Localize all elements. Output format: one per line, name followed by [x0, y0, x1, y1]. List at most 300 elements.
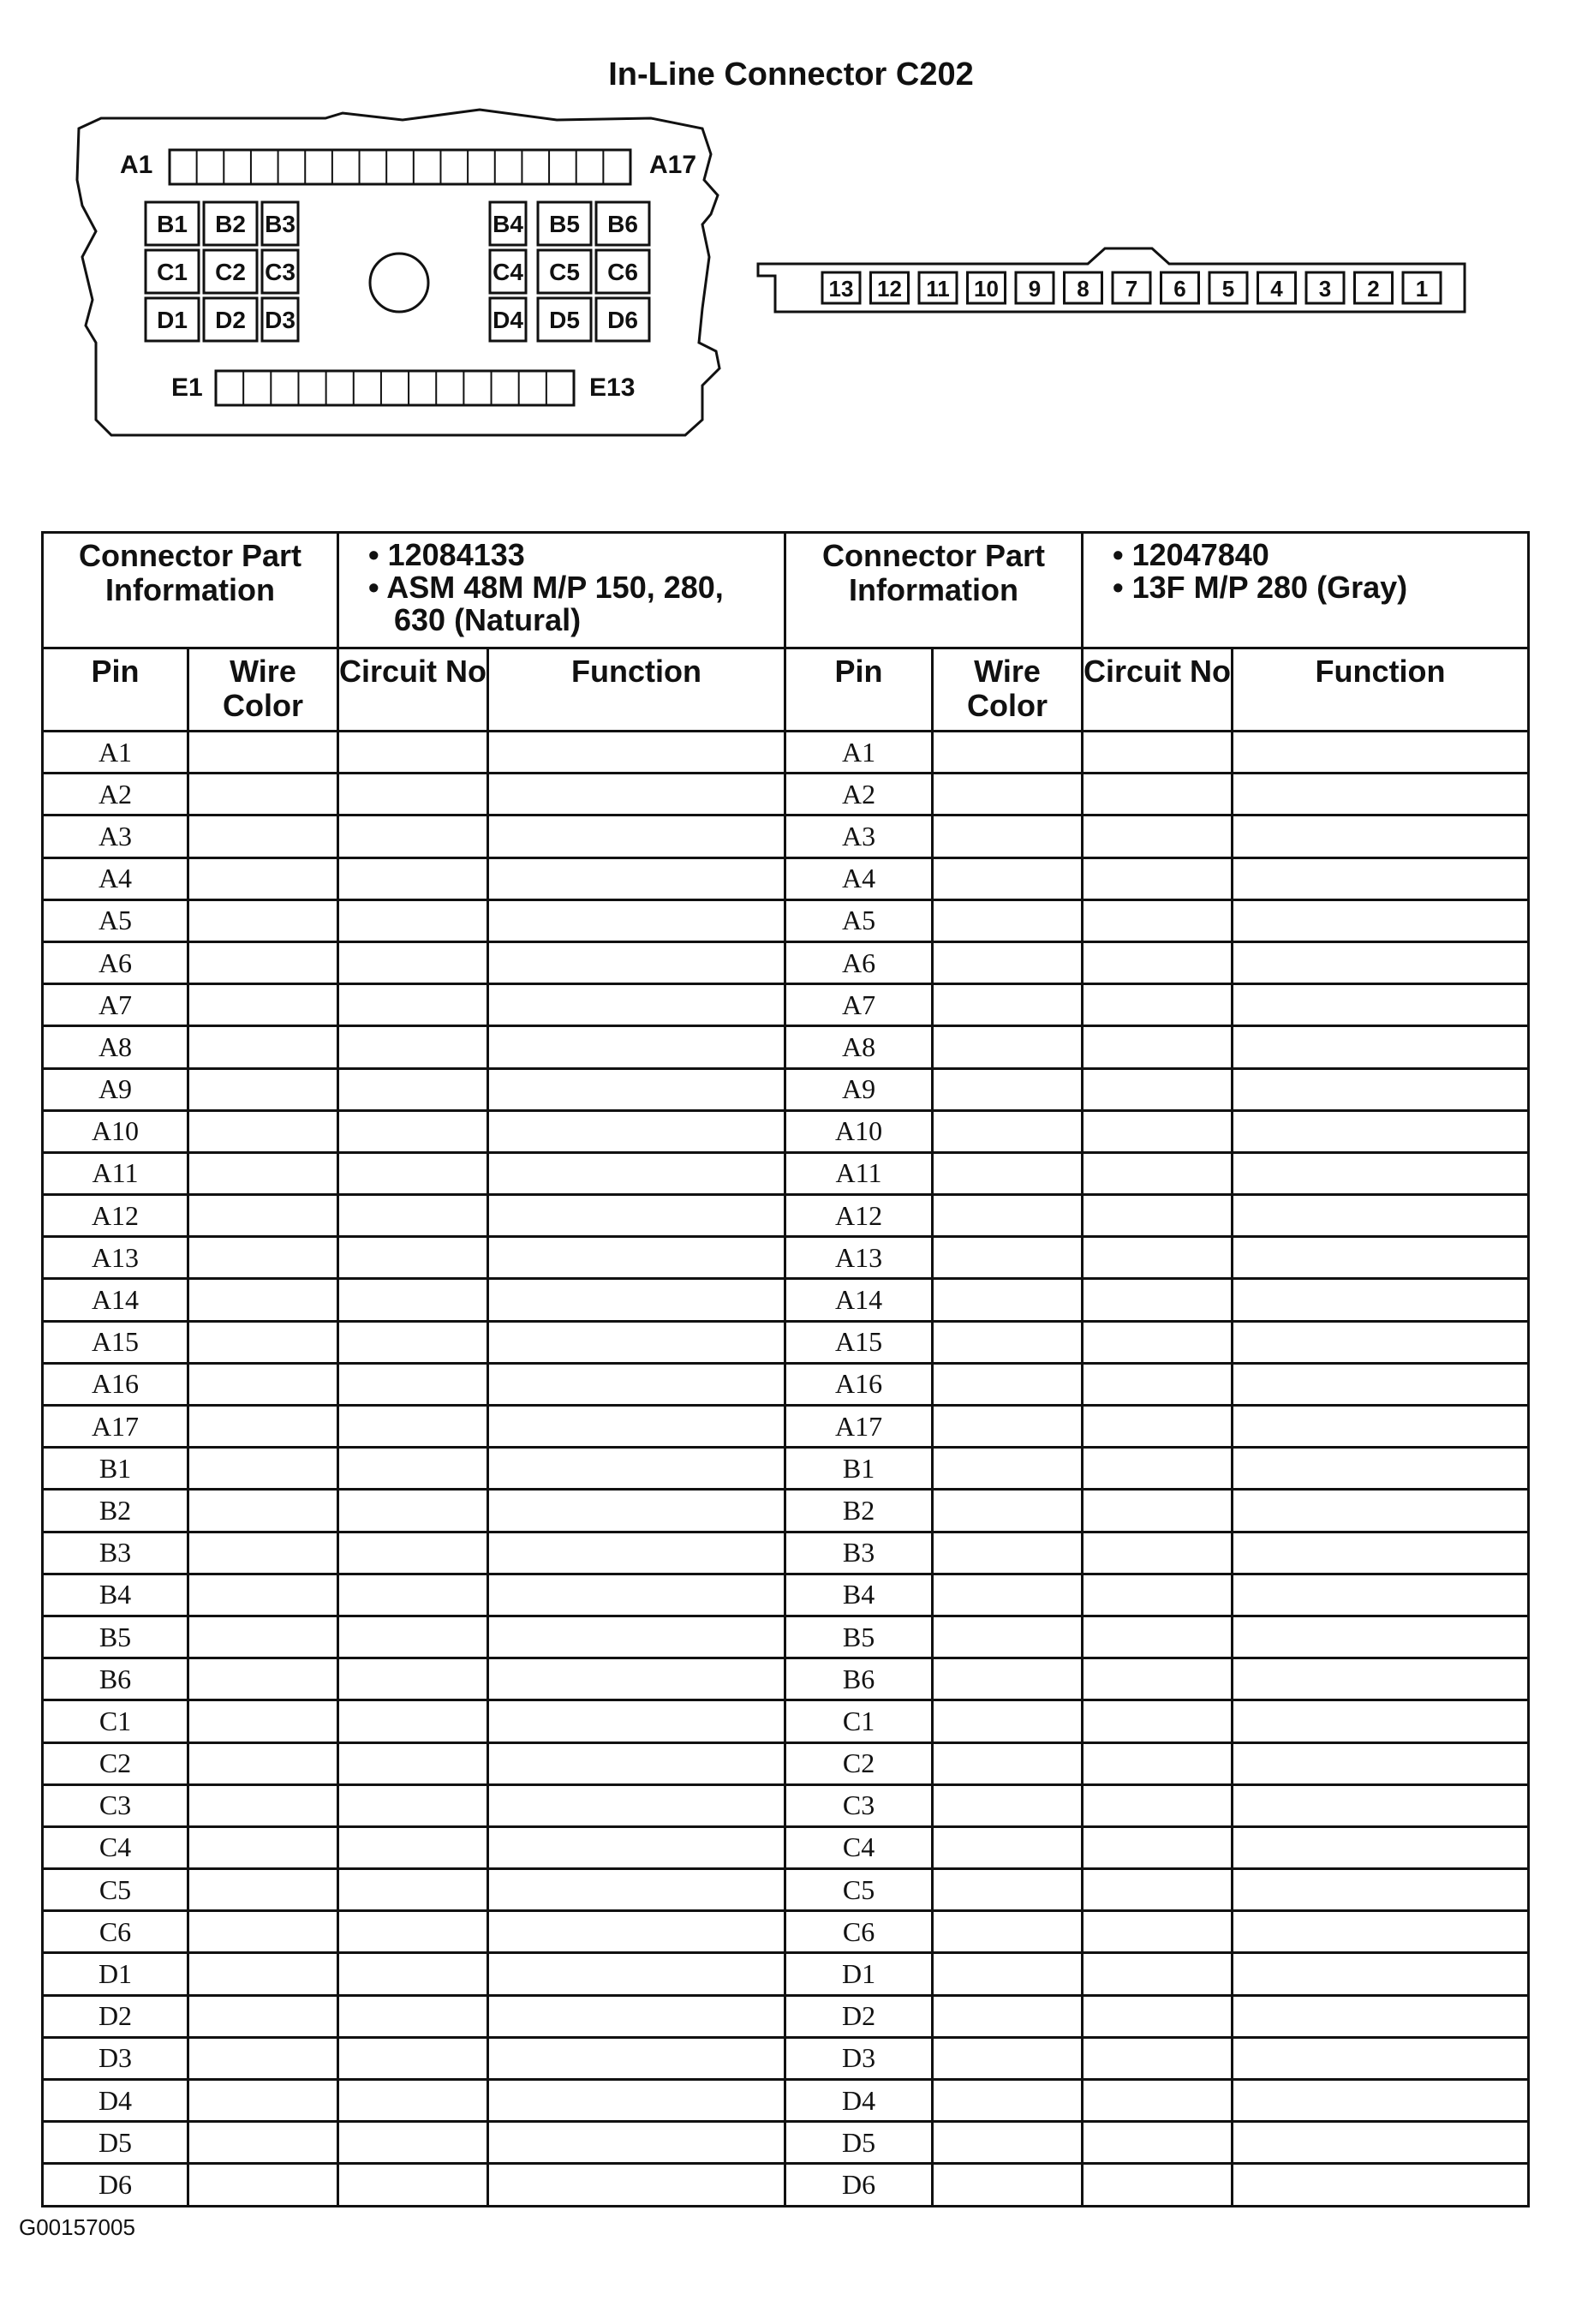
- pin-cell: A15: [43, 1321, 188, 1363]
- wire-color-cell: [933, 1574, 1083, 1616]
- function-cell: [488, 1742, 785, 1784]
- function-cell: [488, 1237, 785, 1279]
- wire-color-cell: [933, 1995, 1083, 2037]
- pin-cell: A2: [43, 774, 188, 815]
- circuit-no-cell: [1083, 2080, 1233, 2122]
- function-cell: [488, 1448, 785, 1490]
- cavity-label: B1: [157, 211, 188, 237]
- pin-cell: A9: [43, 1068, 188, 1110]
- function-cell: [488, 1532, 785, 1574]
- wire-color-cell: [933, 2122, 1083, 2164]
- function-cell: [488, 815, 785, 857]
- circuit-no-cell: [338, 1574, 488, 1616]
- wire-color-cell: [933, 1869, 1083, 1911]
- wire-color-cell: [933, 1237, 1083, 1279]
- circuit-no-cell: [1083, 774, 1233, 815]
- wire-color-cell: [188, 1784, 338, 1826]
- table-row: [43, 1110, 1529, 1152]
- function-cell: [1233, 1363, 1529, 1405]
- pin-cell: A10: [785, 1110, 933, 1152]
- circuit-no-cell: [338, 1953, 488, 1995]
- circuit-no-cell: [338, 1995, 488, 2037]
- wire-color-cell: [933, 815, 1083, 857]
- wire-color-cell: [188, 1995, 338, 2037]
- wire-color-cell: [933, 1279, 1083, 1321]
- wire-color-cell: [933, 1953, 1083, 1995]
- table-row: [43, 1616, 1529, 1658]
- cavity-number: 11: [926, 276, 950, 302]
- wire-color-cell: [188, 1490, 338, 1532]
- wire-color-cell: [188, 1321, 338, 1363]
- pin-cell: C4: [785, 1826, 933, 1868]
- pin-cell: A4: [43, 857, 188, 899]
- cavity-label: D2: [215, 307, 246, 333]
- cavity-label: D6: [607, 307, 638, 333]
- function-cell: [488, 1826, 785, 1868]
- wire-color-cell: [188, 1279, 338, 1321]
- circuit-no-cell: [1083, 1784, 1233, 1826]
- pin-cell: A7: [43, 984, 188, 1026]
- row-e-start-label: E1: [171, 373, 203, 402]
- pin-cell: D3: [43, 2037, 188, 2079]
- pin-cell: A13: [785, 1237, 933, 1279]
- circuit-no-cell: [1083, 2122, 1233, 2164]
- pin-cell: A12: [43, 1195, 188, 1237]
- table-row: [43, 1406, 1529, 1448]
- cavity-number: 7: [1125, 276, 1138, 302]
- column-header-row: [43, 648, 1529, 732]
- function-cell: [1233, 1321, 1529, 1363]
- circuit-no-cell: [1083, 1700, 1233, 1742]
- wire-color-cell: [933, 1700, 1083, 1742]
- table-row: [43, 1995, 1529, 2037]
- function-cell: [488, 1321, 785, 1363]
- function-cell: [1233, 2122, 1529, 2164]
- wire-color-cell: [188, 857, 338, 899]
- wire-color-cell: [188, 1448, 338, 1490]
- function-cell: [1233, 2037, 1529, 2079]
- right-connector-cavities: [822, 272, 1441, 303]
- function-cell: [488, 1110, 785, 1152]
- table-row: [43, 732, 1529, 774]
- circuit-no-cell: [1083, 1953, 1233, 1995]
- function-cell: [488, 1195, 785, 1237]
- circuit-no-cell: [338, 2122, 488, 2164]
- pin-cell: B1: [785, 1448, 933, 1490]
- pin-cell: C5: [785, 1869, 933, 1911]
- function-cell: [1233, 1152, 1529, 1194]
- function-cell: [488, 1026, 785, 1068]
- pin-cell: A14: [785, 1279, 933, 1321]
- wire-color-cell: [933, 1616, 1083, 1658]
- pin-cell: B5: [43, 1616, 188, 1658]
- pin-cell: A13: [43, 1237, 188, 1279]
- function-cell: [1233, 1826, 1529, 1868]
- pin-cell: D5: [43, 2122, 188, 2164]
- wire-color-cell: [188, 1532, 338, 1574]
- col-wire-color-left: Wire Color: [188, 648, 338, 732]
- circuit-no-cell: [338, 815, 488, 857]
- circuit-no-cell: [1083, 941, 1233, 983]
- cavity-grid-left: [146, 202, 298, 341]
- wire-color-cell: [188, 1026, 338, 1068]
- col-pin-right: Pin: [785, 648, 933, 732]
- wire-color-cell: [188, 774, 338, 815]
- function-cell: [488, 2122, 785, 2164]
- function-cell: [1233, 984, 1529, 1026]
- pin-cell: A11: [785, 1152, 933, 1194]
- pin-cell: C3: [43, 1784, 188, 1826]
- wire-color-cell: [933, 732, 1083, 774]
- function-cell: [1233, 1616, 1529, 1658]
- pin-cell: A16: [43, 1363, 188, 1405]
- function-cell: [1233, 1448, 1529, 1490]
- table-row: [43, 1784, 1529, 1826]
- cavity-label: C3: [265, 259, 296, 285]
- circuit-no-cell: [1083, 1869, 1233, 1911]
- pin-cell: A15: [785, 1321, 933, 1363]
- table-row: [43, 1195, 1529, 1237]
- pin-cell: D3: [785, 2037, 933, 2079]
- col-function-left: Function: [488, 648, 785, 732]
- wire-color-cell: [933, 1490, 1083, 1532]
- pin-cell: B6: [43, 1658, 188, 1700]
- function-cell: [1233, 1195, 1529, 1237]
- wire-color-cell: [188, 984, 338, 1026]
- circuit-no-cell: [338, 1152, 488, 1194]
- pin-cell: D2: [43, 1995, 188, 2037]
- table-row: [43, 815, 1529, 857]
- wire-color-cell: [188, 1616, 338, 1658]
- circuit-no-cell: [1083, 1616, 1233, 1658]
- col-circuit-no-right: Circuit No: [1083, 648, 1233, 732]
- table-row: [43, 1869, 1529, 1911]
- pin-cell: A5: [785, 899, 933, 941]
- function-cell: [488, 1152, 785, 1194]
- function-cell: [1233, 815, 1529, 857]
- table-row: [43, 1911, 1529, 1953]
- cavity-number: 3: [1318, 276, 1332, 302]
- circuit-no-cell: [1083, 1742, 1233, 1784]
- wire-color-cell: [188, 1068, 338, 1110]
- pin-cell: A7: [785, 984, 933, 1026]
- function-cell: [488, 1658, 785, 1700]
- circuit-no-cell: [338, 941, 488, 983]
- table-row: [43, 984, 1529, 1026]
- wire-color-cell: [188, 1953, 338, 1995]
- pin-cell: B3: [43, 1532, 188, 1574]
- circuit-no-cell: [338, 1321, 488, 1363]
- cavity-label: C2: [215, 259, 246, 285]
- function-cell: [1233, 1869, 1529, 1911]
- circuit-no-cell: [338, 1532, 488, 1574]
- function-cell: [1233, 1911, 1529, 1953]
- table-row: [43, 899, 1529, 941]
- wire-color-cell: [188, 1363, 338, 1405]
- function-cell: [488, 1068, 785, 1110]
- pin-cell: A17: [43, 1406, 188, 1448]
- wire-color-cell: [188, 2037, 338, 2079]
- table-row: [43, 774, 1529, 815]
- pin-cell: B2: [785, 1490, 933, 1532]
- function-cell: [488, 1953, 785, 1995]
- function-cell: [488, 732, 785, 774]
- pin-cell: A1: [785, 732, 933, 774]
- circuit-no-cell: [1083, 1237, 1233, 1279]
- center-post: [370, 254, 428, 312]
- table-row: [43, 1448, 1529, 1490]
- info-row: [43, 533, 1529, 648]
- circuit-no-cell: [1083, 1068, 1233, 1110]
- pin-cell: D6: [785, 2164, 933, 2206]
- left-info-line: • ASM 48M M/P 150, 280,: [368, 570, 724, 605]
- left-info-line: • 12084133: [368, 537, 525, 572]
- circuit-no-cell: [338, 899, 488, 941]
- function-cell: [488, 1616, 785, 1658]
- circuit-no-cell: [338, 1279, 488, 1321]
- row-a-strip: [170, 150, 630, 184]
- pin-cell: C4: [43, 1826, 188, 1868]
- circuit-no-cell: [338, 1110, 488, 1152]
- left-info-text: [338, 533, 785, 648]
- circuit-no-cell: [1083, 815, 1233, 857]
- table-row: [43, 1953, 1529, 1995]
- function-cell: [488, 1700, 785, 1742]
- wire-color-cell: [188, 2164, 338, 2206]
- cavity-number: 5: [1221, 276, 1235, 302]
- circuit-no-cell: [338, 857, 488, 899]
- function-cell: [488, 774, 785, 815]
- function-cell: [1233, 732, 1529, 774]
- circuit-no-cell: [338, 2037, 488, 2079]
- function-cell: [1233, 857, 1529, 899]
- function-cell: [1233, 1279, 1529, 1321]
- circuit-no-cell: [1083, 1026, 1233, 1068]
- table-row: [43, 857, 1529, 899]
- circuit-no-cell: [1083, 984, 1233, 1026]
- function-cell: [488, 2080, 785, 2122]
- function-cell: [1233, 2080, 1529, 2122]
- function-cell: [1233, 1026, 1529, 1068]
- row-a-end-label: A17: [649, 151, 697, 179]
- table-row: [43, 2037, 1529, 2079]
- function-cell: [488, 1574, 785, 1616]
- pin-cell: C6: [785, 1911, 933, 1953]
- circuit-no-cell: [338, 984, 488, 1026]
- circuit-no-cell: [338, 2164, 488, 2206]
- circuit-no-cell: [1083, 1110, 1233, 1152]
- wire-color-cell: [188, 1658, 338, 1700]
- circuit-no-cell: [1083, 1406, 1233, 1448]
- left-info-label: Connector Part Information: [43, 533, 338, 648]
- table-row: [43, 1532, 1529, 1574]
- pin-cell: C1: [785, 1700, 933, 1742]
- function-cell: [1233, 1995, 1529, 2037]
- wire-color-cell: [933, 2080, 1083, 2122]
- circuit-no-cell: [338, 1784, 488, 1826]
- circuit-no-cell: [1083, 1995, 1233, 2037]
- cavity-label: B2: [215, 211, 246, 237]
- pin-cell: A12: [785, 1195, 933, 1237]
- row-e-strip: [216, 371, 574, 405]
- function-cell: [488, 1995, 785, 2037]
- function-cell: [1233, 1110, 1529, 1152]
- cavity-label: C4: [493, 259, 523, 285]
- table-row: [43, 1826, 1529, 1868]
- cavity-label: B6: [607, 211, 638, 237]
- pin-cell: B3: [785, 1532, 933, 1574]
- circuit-no-cell: [1083, 732, 1233, 774]
- circuit-no-cell: [338, 1869, 488, 1911]
- wire-color-cell: [188, 2122, 338, 2164]
- table-row: [43, 1152, 1529, 1194]
- function-cell: [488, 899, 785, 941]
- pin-cell: C2: [785, 1742, 933, 1784]
- wire-color-cell: [188, 815, 338, 857]
- function-cell: [488, 1490, 785, 1532]
- function-cell: [488, 857, 785, 899]
- function-cell: [1233, 1700, 1529, 1742]
- function-cell: [488, 1784, 785, 1826]
- cavity-number: 1: [1415, 276, 1429, 302]
- function-cell: [488, 1406, 785, 1448]
- wire-color-cell: [188, 732, 338, 774]
- wire-color-cell: [933, 1406, 1083, 1448]
- wire-color-cell: [933, 1826, 1083, 1868]
- wire-color-cell: [188, 1195, 338, 1237]
- circuit-no-cell: [1083, 2164, 1233, 2206]
- pin-cell: A10: [43, 1110, 188, 1152]
- pin-cell: A2: [785, 774, 933, 815]
- right-info-text: [1083, 533, 1529, 648]
- function-cell: [1233, 941, 1529, 983]
- wire-color-cell: [933, 1195, 1083, 1237]
- table-row: [43, 1363, 1529, 1405]
- right-info-line: • 13F M/P 280 (Gray): [1113, 570, 1408, 605]
- col-circuit-no-left: Circuit No: [338, 648, 488, 732]
- cavity-number: 6: [1173, 276, 1186, 302]
- wire-color-cell: [188, 1869, 338, 1911]
- circuit-no-cell: [338, 1068, 488, 1110]
- pin-cell: C6: [43, 1911, 188, 1953]
- pin-cell: C2: [43, 1742, 188, 1784]
- circuit-no-cell: [1083, 1826, 1233, 1868]
- circuit-no-cell: [338, 1616, 488, 1658]
- function-cell: [488, 1279, 785, 1321]
- cavity-number: 8: [1077, 276, 1089, 302]
- table-row: [43, 1574, 1529, 1616]
- circuit-no-cell: [338, 732, 488, 774]
- cavity-label: B4: [493, 211, 523, 237]
- cavity-label: D4: [493, 307, 523, 333]
- circuit-no-cell: [1083, 1448, 1233, 1490]
- circuit-no-cell: [338, 1911, 488, 1953]
- pin-cell: B6: [785, 1658, 933, 1700]
- circuit-no-cell: [1083, 1574, 1233, 1616]
- pin-cell: A16: [785, 1363, 933, 1405]
- wire-color-cell: [933, 1911, 1083, 1953]
- col-pin-left: Pin: [43, 648, 188, 732]
- pin-cell: A11: [43, 1152, 188, 1194]
- function-cell: [1233, 1784, 1529, 1826]
- pin-cell: D6: [43, 2164, 188, 2206]
- table-row: [43, 1321, 1529, 1363]
- circuit-no-cell: [338, 1195, 488, 1237]
- cavity-label: D3: [265, 307, 296, 333]
- table-row: [43, 1490, 1529, 1532]
- circuit-no-cell: [1083, 1532, 1233, 1574]
- pin-cell: A5: [43, 899, 188, 941]
- pin-cell: B5: [785, 1616, 933, 1658]
- wire-color-cell: [933, 941, 1083, 983]
- pin-cell: C5: [43, 1869, 188, 1911]
- left-info-line: 630 (Natural): [394, 602, 582, 637]
- pin-cell: B4: [785, 1574, 933, 1616]
- circuit-no-cell: [338, 1448, 488, 1490]
- function-cell: [488, 1869, 785, 1911]
- table-row: [43, 941, 1529, 983]
- cavity-label: D5: [549, 307, 580, 333]
- cavity-label: C1: [157, 259, 188, 285]
- cavity-label: C5: [549, 259, 580, 285]
- cavity-label: D1: [157, 307, 188, 333]
- circuit-no-cell: [338, 1700, 488, 1742]
- function-cell: [488, 1363, 785, 1405]
- pin-cell: A8: [43, 1026, 188, 1068]
- wire-color-cell: [933, 1448, 1083, 1490]
- col-wire-color-right: Wire Color: [933, 648, 1083, 732]
- wire-color-cell: [933, 984, 1083, 1026]
- circuit-no-cell: [338, 1406, 488, 1448]
- pin-cell: D4: [785, 2080, 933, 2122]
- function-cell: [488, 2037, 785, 2079]
- function-cell: [1233, 1406, 1529, 1448]
- wire-color-cell: [933, 1658, 1083, 1700]
- wire-color-cell: [188, 1110, 338, 1152]
- function-cell: [1233, 1490, 1529, 1532]
- table-row: [43, 2080, 1529, 2122]
- pin-cell: A6: [43, 941, 188, 983]
- row-a-start-label: A1: [120, 151, 153, 179]
- function-cell: [1233, 899, 1529, 941]
- cavity-number: 12: [877, 276, 902, 302]
- table-row: [43, 1658, 1529, 1700]
- circuit-no-cell: [1083, 1195, 1233, 1237]
- wire-color-cell: [188, 1911, 338, 1953]
- table-row: [43, 2164, 1529, 2206]
- circuit-no-cell: [1083, 1658, 1233, 1700]
- circuit-no-cell: [338, 774, 488, 815]
- wire-color-cell: [188, 1237, 338, 1279]
- pin-cell: B1: [43, 1448, 188, 1490]
- pinout-table: [41, 531, 1530, 2208]
- circuit-no-cell: [1083, 1911, 1233, 1953]
- wire-color-cell: [188, 899, 338, 941]
- function-cell: [1233, 1953, 1529, 1995]
- circuit-no-cell: [1083, 1321, 1233, 1363]
- circuit-no-cell: [338, 1490, 488, 1532]
- wire-color-cell: [933, 857, 1083, 899]
- wire-color-cell: [933, 899, 1083, 941]
- wire-color-cell: [933, 1532, 1083, 1574]
- row-e-end-label: E13: [589, 373, 636, 402]
- function-cell: [1233, 1068, 1529, 1110]
- wire-color-cell: [188, 1574, 338, 1616]
- pin-cell: A17: [785, 1406, 933, 1448]
- wire-color-cell: [933, 774, 1083, 815]
- circuit-no-cell: [1083, 1363, 1233, 1405]
- pin-cell: D4: [43, 2080, 188, 2122]
